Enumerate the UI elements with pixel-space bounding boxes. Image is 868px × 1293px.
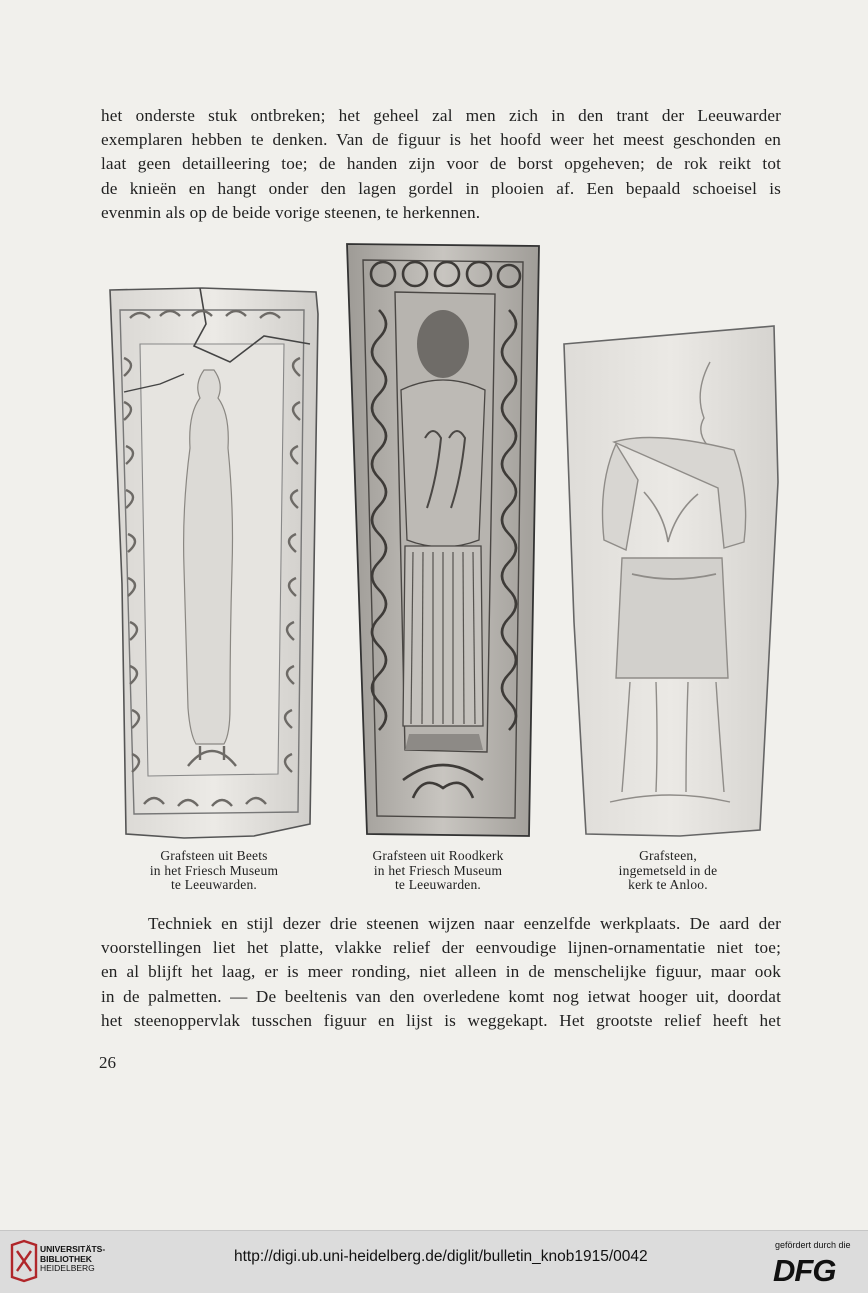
viewer-footer bbox=[0, 1230, 868, 1293]
text-line: voorstellingen liet het platte, vlakke relief der eenvoudige lijnen-ornamentatie niet toe; bbox=[101, 938, 781, 958]
gravestone-roodkerk-figure bbox=[343, 240, 543, 840]
dfg-logo-icon: DFG bbox=[773, 1253, 836, 1288]
gravestone-anloo-figure bbox=[560, 322, 782, 842]
paragraph-top bbox=[101, 104, 781, 225]
text-line: in de palmetten. — De beeltenis van den overledene komt nog ietwat hooger uit, doordat bbox=[101, 986, 781, 1006]
gravestone-beets-figure bbox=[104, 284, 322, 840]
text-line: de knieën en hangt onder den lagen gordel in plooien af. Een bepaald schoeisel is bbox=[101, 178, 781, 198]
page-number: 26 bbox=[99, 1053, 116, 1072]
caption-line: Grafsteen uit Beets bbox=[160, 848, 268, 863]
library-line: HEIDELBERG bbox=[40, 1263, 95, 1274]
library-line: BIBLIOTHEK bbox=[40, 1253, 92, 1264]
permalink-url[interactable]: http://digi.ub.uni-heidelberg.de/diglit/bulletin_knob1915/0042 bbox=[234, 1248, 648, 1265]
text-line: laat geen detailleering toe; de handen zijn voor de borst opgeheven; de rok reikt tot bbox=[101, 154, 781, 174]
text-line: exemplaren hebben te denken. Van de figuur is het hoofd weer het meest geschonden en bbox=[101, 130, 781, 150]
caption-line: te Leeuwarden. bbox=[170, 877, 257, 892]
caption-line: in het Friesch Museum bbox=[373, 862, 503, 878]
caption-line: ingemetseld in de bbox=[618, 862, 718, 878]
sponsor-label: gefördert durch die bbox=[775, 1240, 851, 1250]
caption-roodkerk bbox=[338, 849, 538, 893]
caption-line: Grafsteen, bbox=[639, 848, 697, 863]
caption-line: kerk te Anloo. bbox=[628, 877, 708, 892]
text-line: evenmin als op de beide vorige steenen, te herkennen. bbox=[101, 202, 481, 222]
caption-beets bbox=[114, 849, 314, 893]
text-line: het steenoppervlak tusschen figuur en lijst is weggekapt. Het grootste relief heeft het bbox=[101, 1010, 781, 1030]
caption-anloo bbox=[568, 849, 768, 893]
caption-line: Grafsteen uit Roodkerk bbox=[372, 848, 504, 863]
text-line: het onderste stuk ontbreken; het geheel zal men zich in den trant der Leeuwarder bbox=[101, 106, 781, 125]
paragraph-bottom bbox=[101, 912, 781, 1033]
text-line: en al blijft het laag, er is meer ronding, niet alleen in de menschelijke figuur, maar ook bbox=[101, 962, 781, 982]
caption-line: te Leeuwarden. bbox=[394, 877, 481, 892]
library-name bbox=[40, 1245, 105, 1274]
caption-line: in het Friesch Museum bbox=[149, 862, 279, 878]
library-line: UNIVERSITÄTS- bbox=[40, 1244, 106, 1254]
text-line: Techniek en stijl dezer drie steenen wijzen naar eenzelfde werkplaats. De aard der bbox=[148, 914, 781, 933]
